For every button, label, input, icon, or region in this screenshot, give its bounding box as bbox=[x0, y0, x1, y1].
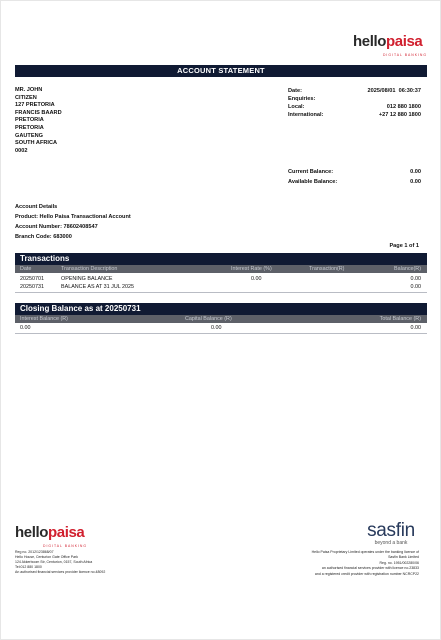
address-line: PRETORIA bbox=[15, 124, 44, 131]
table-row bbox=[15, 275, 427, 283]
available-balance-value: 0.00 bbox=[410, 179, 421, 185]
col-capital-balance: Capital Balance (R) bbox=[185, 316, 232, 322]
row-date: 20250701 bbox=[20, 276, 44, 282]
row-description: OPENING BALANCE bbox=[61, 276, 113, 282]
enquiries-label: Enquiries: bbox=[288, 96, 316, 102]
account-details-heading: Account Details bbox=[15, 204, 58, 210]
sasfin-tagline: beyond a bank bbox=[374, 540, 408, 546]
closing-balance-heading: Closing Balance as at 20250731 bbox=[15, 303, 427, 315]
footer-line: Hello Paisa Proprietary Limited operates under the banking licence of bbox=[311, 550, 419, 554]
logo-word-paisa: paisa bbox=[386, 33, 423, 50]
sasfin-wordmark: sasfin bbox=[367, 520, 415, 541]
banking-licence-info bbox=[312, 550, 419, 577]
interest-balance-value: 0.00 bbox=[20, 325, 31, 331]
available-balance-label: Available Balance: bbox=[288, 179, 338, 185]
table-row bbox=[15, 283, 427, 291]
row-balance: 0.00 bbox=[410, 276, 421, 282]
account-number: Account Number: 78602408547 bbox=[15, 224, 98, 230]
footer-line: Sasfin Bank Limited bbox=[388, 555, 419, 560]
current-balance-value: 0.00 bbox=[410, 169, 421, 175]
transactions-heading: Transactions bbox=[15, 253, 427, 265]
footer-line: 124 Akkerboom Str, Centurion, 0157, South Africa bbox=[15, 560, 93, 565]
closing-header-row bbox=[15, 315, 427, 323]
col-date: Date bbox=[20, 266, 32, 272]
customer-address bbox=[15, 87, 62, 155]
hellopaisa-footer-logo bbox=[15, 525, 95, 548]
closing-values-row bbox=[15, 324, 427, 332]
logo-word-paisa: paisa bbox=[48, 524, 85, 541]
branch-code: Branch Code: 683000 bbox=[15, 234, 72, 240]
logo-word-hello: hello bbox=[15, 524, 49, 541]
contact-details bbox=[288, 87, 421, 119]
local-label: Local: bbox=[288, 104, 305, 110]
current-balance-label: Current Balance: bbox=[288, 169, 334, 175]
footer-line: Hello House, Centurion Gate Office Park bbox=[15, 555, 78, 560]
col-balance: Balance(R) bbox=[394, 266, 421, 272]
address-line: 0002 bbox=[15, 147, 28, 154]
account-product: Product: Hello Paisa Transactional Account bbox=[15, 214, 131, 220]
footer-line: and a registered credit provider with registration number NCRCP22 bbox=[314, 571, 419, 576]
company-registration-info bbox=[15, 550, 105, 575]
address-line: GAUTENG bbox=[15, 132, 43, 139]
transactions-header-row bbox=[15, 265, 427, 273]
date-value: 2025/08/01 06:30:37 bbox=[367, 88, 421, 94]
address-line: CITIZEN bbox=[15, 94, 37, 101]
page-number: Page 1 of 1 bbox=[389, 243, 419, 249]
international-label: International: bbox=[288, 112, 324, 118]
col-interest-rate: Interest Rate (%) bbox=[231, 266, 272, 272]
row-balance: 0.00 bbox=[410, 284, 421, 290]
address-line: PRETORIA bbox=[15, 117, 44, 124]
row-description: BALANCE AS AT 31 JUL 2025 bbox=[61, 284, 135, 290]
date-label: Date: bbox=[288, 88, 302, 94]
logo-word-hello: hello bbox=[353, 33, 387, 50]
footer-line: An authorised financial services provider licence no.48092 bbox=[15, 570, 106, 575]
logo-tagline: DIGITAL BANKING bbox=[43, 544, 88, 548]
total-balance-value: 0.00 bbox=[410, 325, 421, 331]
logo-tagline: DIGITAL BANKING bbox=[382, 53, 427, 57]
sasfin-logo bbox=[358, 521, 424, 546]
balance-summary bbox=[288, 167, 421, 187]
col-transaction: Transaction(R) bbox=[309, 266, 345, 272]
address-line: SOUTH AFRICA bbox=[15, 140, 58, 147]
col-interest-balance: Interest Balance (R) bbox=[20, 316, 68, 322]
local-phone: 012 880 1800 bbox=[386, 104, 421, 110]
col-total-balance: Total Balance (R) bbox=[379, 316, 421, 322]
capital-balance-value: 0.00 bbox=[211, 325, 222, 331]
footer-line: Reg no. 2012/123868/07 bbox=[15, 550, 54, 554]
row-date: 20250731 bbox=[20, 284, 44, 290]
footer-line: Reg. no. 1951/002280/06 bbox=[379, 560, 419, 565]
statement-title: ACCOUNT STATEMENT bbox=[15, 65, 427, 77]
col-description: Transaction Description bbox=[61, 266, 118, 272]
footer-line: Tel:012 880 1800 bbox=[15, 565, 42, 570]
closing-divider bbox=[15, 333, 427, 334]
account-details bbox=[15, 202, 131, 242]
row-interest-rate: 0.00 bbox=[251, 276, 262, 282]
international-phone: +27 12 880 1800 bbox=[378, 112, 421, 118]
footer-line: an authorised financial services provider with licence no.23833 bbox=[321, 566, 419, 571]
address-line: 127 PRETORIA bbox=[15, 102, 55, 109]
hellopaisa-logo bbox=[353, 34, 433, 57]
table-divider bbox=[15, 292, 427, 293]
address-line: MR. JOHN bbox=[15, 87, 43, 93]
address-line: FRANCIS BAARD bbox=[15, 109, 62, 116]
